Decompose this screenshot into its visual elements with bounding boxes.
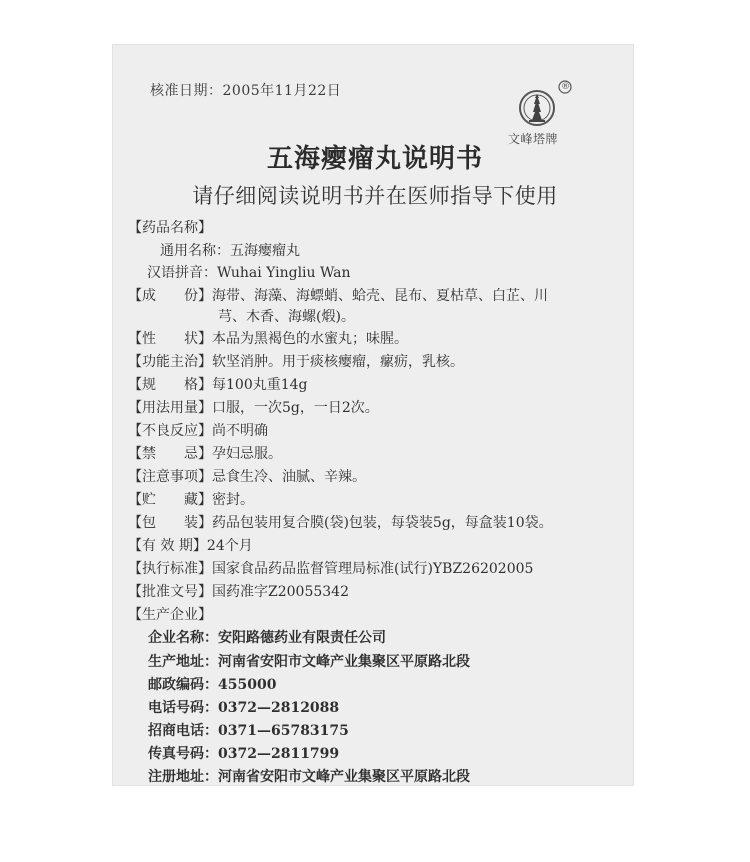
field-label: 【性 状】 <box>128 331 212 347</box>
manufacturer-item-label: 邮政编码： <box>148 677 218 693</box>
registered-mark: ® <box>561 82 570 92</box>
manufacturer-item-label: 招商电话： <box>148 723 218 739</box>
manufacturer-item-value: 0372—2812088 <box>218 700 340 716</box>
field-row <box>128 421 268 441</box>
field-row <box>128 467 366 487</box>
field-label: 【成 份】 <box>128 288 212 304</box>
manufacturer-item <box>148 652 470 672</box>
field-value: 国家食品药品监督管理局标准(试行)YBZ26202005 <box>212 561 534 577</box>
brand-name: 文峰塔牌 <box>508 132 559 146</box>
manufacturer-item <box>148 767 470 787</box>
field-value: 海带、海藻、海螵蛸、蛤壳、昆布、夏枯草、白芷、川 <box>212 288 548 304</box>
field-row <box>128 490 254 510</box>
field-label: 【包 装】 <box>128 515 212 531</box>
field-value-continued: 芎、木香、海螺(煅)。 <box>218 309 355 325</box>
field-row <box>128 513 553 533</box>
field-row <box>128 582 349 602</box>
manufacturer-item <box>148 698 339 718</box>
field-value: 每100丸重14g <box>212 377 308 393</box>
field-row <box>128 536 253 556</box>
manufacturer-item <box>148 675 276 695</box>
field-row <box>128 444 282 464</box>
manufacturer-section <box>128 605 212 625</box>
field-label: 【用法用量】 <box>128 400 212 416</box>
field-label: 【执行标准】 <box>128 561 212 577</box>
field-label: 【功能主治】 <box>128 354 212 370</box>
manufacturer-item-label: 注册地址： <box>148 769 218 785</box>
field-row <box>128 329 408 349</box>
field-label: 【贮 藏】 <box>128 492 212 508</box>
manufacturer-item <box>148 744 339 764</box>
pinyin-label: 汉语拼音： <box>147 265 217 281</box>
field-row <box>128 352 464 372</box>
drug-name-section <box>128 218 212 238</box>
field-value: 24个月 <box>206 538 253 554</box>
document-title: 五海瘿瘤丸说明书 <box>266 144 483 174</box>
common-name-label: 通用名称： <box>160 243 230 259</box>
field-value: 口服，一次5g，一日2次。 <box>212 400 379 416</box>
field-label: 【批准文号】 <box>128 584 212 600</box>
field-value: 密封。 <box>212 492 254 508</box>
manufacturer-item-label: 企业名称： <box>148 630 218 646</box>
field-row <box>128 286 548 306</box>
field-value: 尚不明确 <box>212 423 268 439</box>
manufacturer-item-value: 河南省安阳市文峰产业集聚区平原路北段 <box>218 654 470 670</box>
manufacturer-item <box>148 721 349 741</box>
manufacturer-item-label: 电话号码： <box>148 700 218 716</box>
manufacturer-item-value: 河南省安阳市文峰产业集聚区平原路北段 <box>218 769 470 785</box>
manufacturer-label: 【生产企业】 <box>128 607 212 623</box>
manufacturer-item <box>148 628 386 648</box>
field-value: 国药准字Z20055342 <box>212 584 349 600</box>
document-subtitle: 请仔细阅读说明书并在医师指导下使用 <box>192 184 558 208</box>
manufacturer-item-value: 0371—65783175 <box>218 723 349 739</box>
field-value: 本品为黑褐色的水蜜丸；味腥。 <box>212 331 408 347</box>
field-value: 药品包装用复合膜(袋)包装，每袋装5g，每盒装10袋。 <box>212 515 553 531</box>
field-row <box>128 559 533 579</box>
manufacturer-item-value: 安阳路德药业有限责任公司 <box>218 630 386 646</box>
field-label: 【有 效 期】 <box>128 538 207 554</box>
common-name-value: 五海瘿瘤丸 <box>230 243 300 259</box>
manufacturer-item-label: 传真号码： <box>148 746 218 762</box>
field-value: 孕妇忌服。 <box>212 446 282 462</box>
drug-name-label: 【药品名称】 <box>128 220 212 236</box>
field-label: 【禁 忌】 <box>128 446 212 462</box>
pinyin-value: Wuhai Yingliu Wan <box>217 265 351 281</box>
pinyin-row <box>147 263 351 283</box>
field-value: 忌食生冷、油腻、辛辣。 <box>212 469 366 485</box>
field-value: 软坚消肿。用于痰核瘿瘤，瘰疬，乳核。 <box>212 354 464 370</box>
manufacturer-item-label: 生产地址： <box>148 654 218 670</box>
manufacturer-item-value: 0372—2811799 <box>218 746 340 762</box>
field-row <box>128 375 308 395</box>
manufacturer-item-value: 455000 <box>218 677 277 693</box>
field-label: 【注意事项】 <box>128 469 212 485</box>
field-label: 【不良反应】 <box>128 423 212 439</box>
field-row <box>128 398 379 418</box>
approval-date: 核准日期：2005年11月22日 <box>150 83 342 99</box>
common-name-row <box>160 241 300 261</box>
field-label: 【规 格】 <box>128 377 212 393</box>
